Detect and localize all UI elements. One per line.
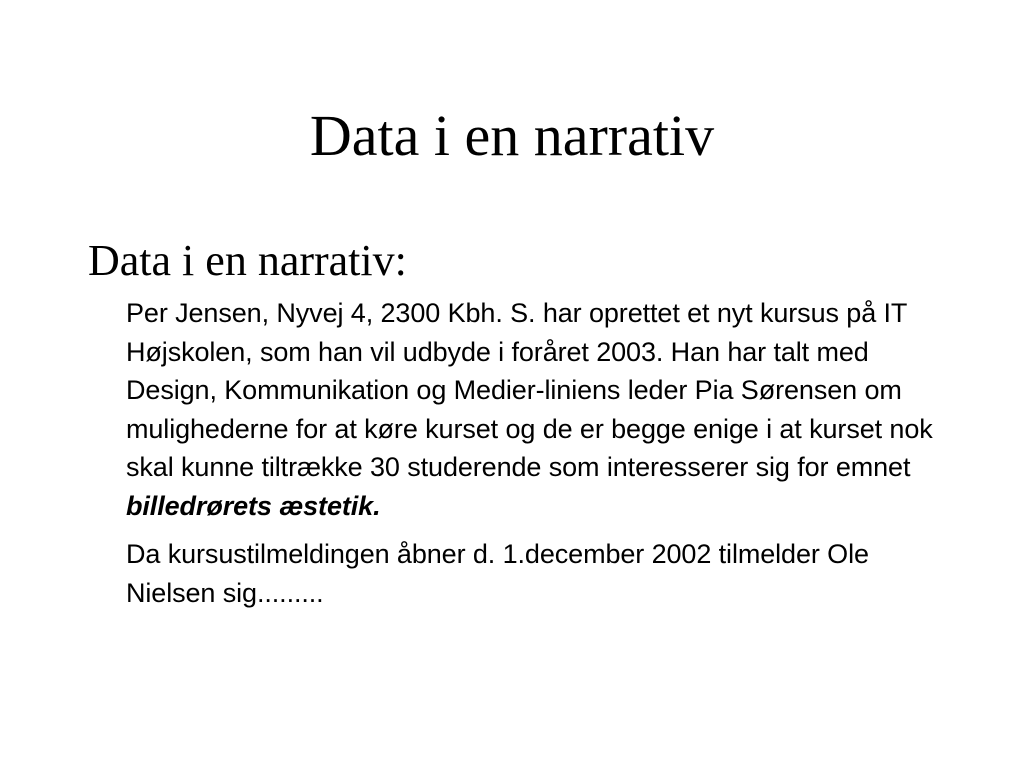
- bullet-heading: Data i en narrativ:: [88, 236, 407, 285]
- paragraph-1-text: Per Jensen, Nyvej 4, 2300 Kbh. S. har oprettet et nyt kursus på IT Højskolen, som han vil udbyde i foråret 2003. Han har talt med Design, Kommunikation og Medier-liniens leder Pia Sørensen om mulighederne for at køre kurset og de er begge enige i at kurset nok skal kunne tiltrække 30 studerende som interesserer sig for emnet: [126, 298, 933, 482]
- paragraph-1: [126, 294, 946, 525]
- paragraph-1-emphasis: billedrørets æstetik.: [126, 490, 381, 521]
- slide-content: [88, 232, 968, 612]
- paragraph-2: Da kursustilmeldingen åbner d. 1.december 2002 tilmelder Ole Nielsen sig.........: [126, 539, 869, 608]
- slide-title: Data i en narrativ: [309, 103, 715, 168]
